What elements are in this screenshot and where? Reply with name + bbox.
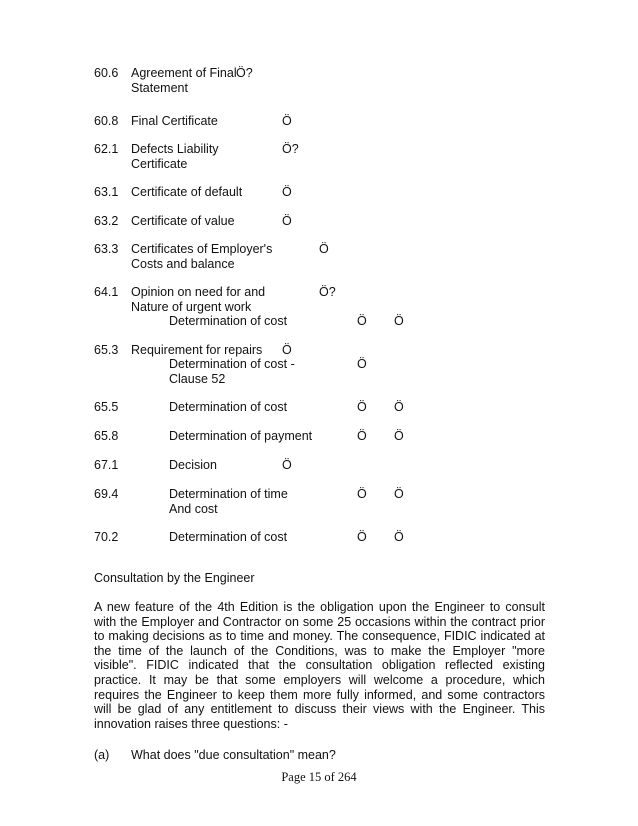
clause-description: Defects Liability [131,142,219,156]
clause-description: Certificate of default [131,185,243,199]
clause-description: Nature of urgent work [131,299,252,314]
clause-description-indented: Determination of cost [169,530,288,544]
check-mark: Ö [282,185,292,199]
check-mark: Ö [394,400,404,414]
clause-description: Requirement for repairs [131,343,263,357]
clause-description: Final Certificate [131,114,218,128]
clause-description-indented: Clause 52 [169,371,226,386]
clause-number: 70.2 [94,530,119,544]
check-mark: Ö? [236,66,253,80]
clause-description-indented: Determination of cost - [169,357,295,371]
clause-number: 65.3 [94,343,119,357]
check-mark: Ö [394,530,404,544]
clause-description: Agreement of Final [131,66,237,80]
check-mark: Ö [282,343,292,357]
clause-description: Statement [131,80,188,95]
clause-description-indented: And cost [169,501,218,516]
clause-number: 65.8 [94,429,119,443]
check-mark: Ö [357,530,367,544]
check-mark: Ö? [282,142,299,156]
clause-description: Certificates of Employer's [131,242,273,256]
clause-description-indented: Determination of cost [169,314,288,328]
clause-number: 63.1 [94,185,119,199]
clause-number: 63.3 [94,242,119,256]
clause-description: Opinion on need for and [131,285,266,299]
clause-number: 63.2 [94,214,119,228]
check-mark: Ö [357,314,367,328]
check-mark: Ö? [319,285,336,299]
clause-number: 69.4 [94,487,119,501]
check-mark: Ö [282,114,292,128]
section-heading: Consultation by the Engineer [94,571,255,585]
clause-number: 65.5 [94,400,119,414]
clause-number: 64.1 [94,285,119,299]
clause-description-indented: Decision [169,458,217,472]
clause-number: 60.6 [94,66,119,80]
clause-description: Certificate [131,156,188,171]
clause-description-indented: Determination of cost [169,400,288,414]
check-mark: Ö [357,429,367,443]
check-mark: Ö [394,429,404,443]
clause-description-indented: Determination of payment [169,429,313,443]
check-mark: Ö [282,458,292,472]
clause-description: Costs and balance [131,256,235,271]
clause-number: 62.1 [94,142,119,156]
clause-description: Certificate of value [131,214,235,228]
body-paragraph: A new feature of the 4th Edition is the obligation upon the Engineer to consult with the Employer and Contractor on some 25 occasions within the contract prior to making decisions as to time and money. The consequence, FIDIC indicated at the time of the launch of the Conditions, was to make the Employer "more visible". FIDIC indicated that the consultation obligation reflected existing practice. It may be that some employers will welcome a procedure, which requires the Engineer to keep them more fully informed, and some contractors will be glad of any entitlement to discuss their views with the Engineer. This innovation raises three questions: - [94,600,545,731]
question-text: What does "due consultation" mean? [131,748,336,762]
page-footer: Page 15 of 264 [281,770,357,784]
check-mark: Ö [357,357,367,371]
clause-number: 67.1 [94,458,119,472]
check-mark: Ö [319,242,329,256]
question-label: (a) [94,748,110,762]
check-mark: Ö [282,214,292,228]
check-mark: Ö [357,487,367,501]
clause-description-indented: Determination of time [169,487,288,501]
check-mark: Ö [357,400,367,414]
check-mark: Ö [394,487,404,501]
check-mark: Ö [394,314,404,328]
clause-number: 60.8 [94,114,119,128]
